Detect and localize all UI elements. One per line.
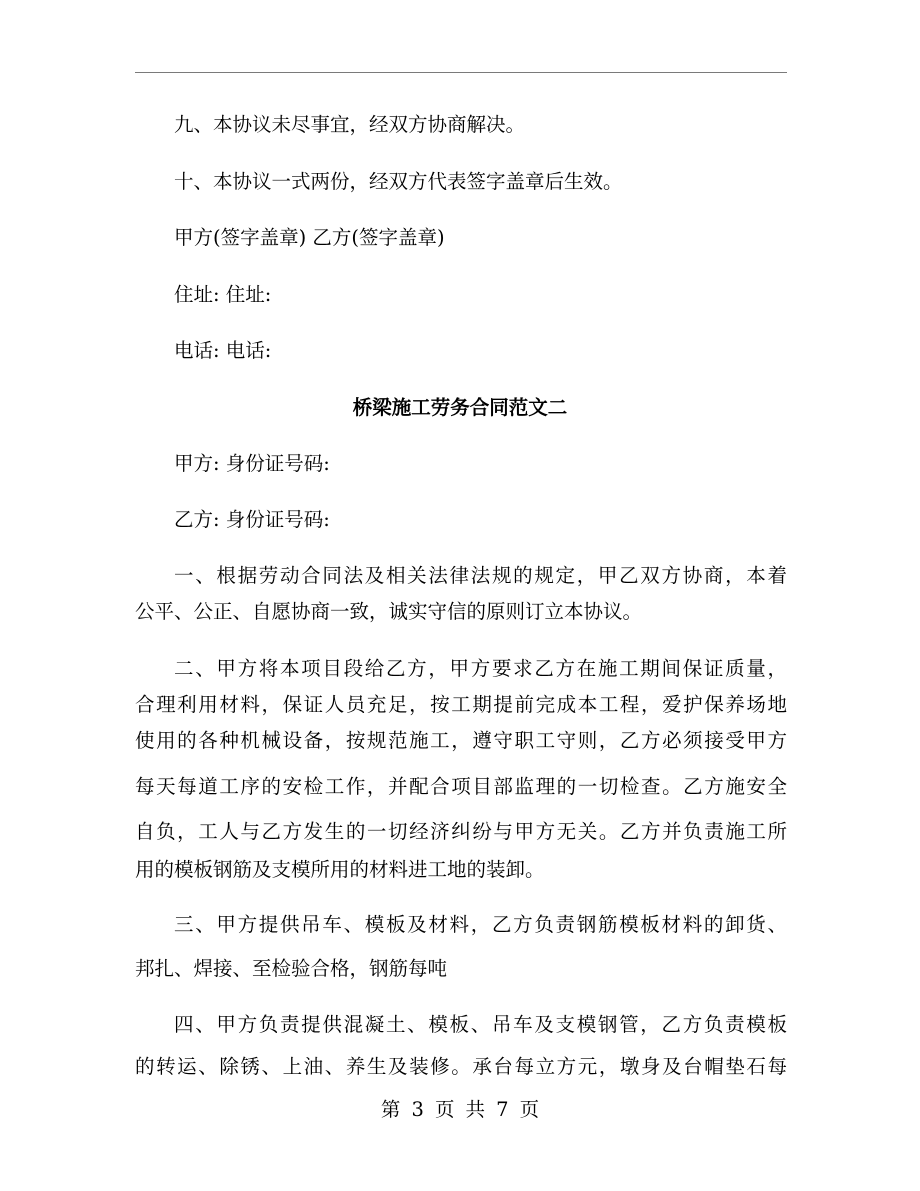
signature-parties: 甲方(签字盖章) 乙方(签字盖章) bbox=[174, 226, 445, 249]
paragraph-1-line-1: 一、根据劳动合同法及相关法律法规的规定，甲乙双方协商，本着 bbox=[174, 564, 787, 587]
paragraph-2-line-3: 使用的各种机械设备，按规范施工，遵守职工守则，乙方必须接受甲方 bbox=[135, 729, 787, 752]
section-title: 桥梁施工劳务合同范文二 bbox=[352, 396, 568, 419]
header-rule bbox=[135, 72, 787, 73]
paragraph-3-line-1: 三、甲方提供吊车、模板及材料，乙方负责钢筋模板材料的卸货、 bbox=[174, 913, 787, 936]
paragraph-3-line-2: 邦扎、焊接、至检验合格，钢筋每吨 bbox=[135, 957, 448, 980]
paragraph-2-line-2: 合理利用材料，保证人员充足，按工期提前完成本工程，爱护保养场地 bbox=[135, 693, 787, 716]
page-indicator: 第 3 页 共 7 页 bbox=[380, 1098, 540, 1121]
paragraph-2-line-4: 每天每道工序的安检工作，并配合项目部监理的一切检查。乙方施安全 bbox=[135, 775, 787, 798]
paragraph-4-line-2: 的转运、除锈、上油、养生及装修。承台每立方元，墩身及台帽垫石每 bbox=[135, 1055, 787, 1078]
party-a-line: 甲方: 身份证号码: bbox=[174, 452, 330, 475]
paragraph-1-line-2: 公平、公正、自愿协商一致，诚实守信的原则订立本协议。 bbox=[135, 600, 643, 623]
paragraph-2-line-5: 自负，工人与乙方发生的一切经济纠纷与甲方无关。乙方并负责施工所 bbox=[135, 820, 787, 843]
party-b-line: 乙方: 身份证号码: bbox=[174, 508, 330, 531]
paragraph-4-line-1: 四、甲方负责提供混凝土、模板、吊车及支模钢管，乙方负责模板 bbox=[174, 1013, 787, 1036]
paragraph-2-line-1: 二、甲方将本项目段给乙方，甲方要求乙方在施工期间保证质量， bbox=[174, 657, 787, 680]
clause-9: 九、本协议未尽事宜，经双方协商解决。 bbox=[174, 113, 526, 136]
signature-address: 住址: 住址: bbox=[174, 283, 272, 306]
paragraph-2-line-6: 用的模板钢筋及支模所用的材料进工地的装卸。 bbox=[135, 858, 545, 881]
signature-phone: 电话: 电话: bbox=[174, 339, 272, 362]
clause-10: 十、本协议一式两份，经双方代表签字盖章后生效。 bbox=[174, 170, 623, 193]
